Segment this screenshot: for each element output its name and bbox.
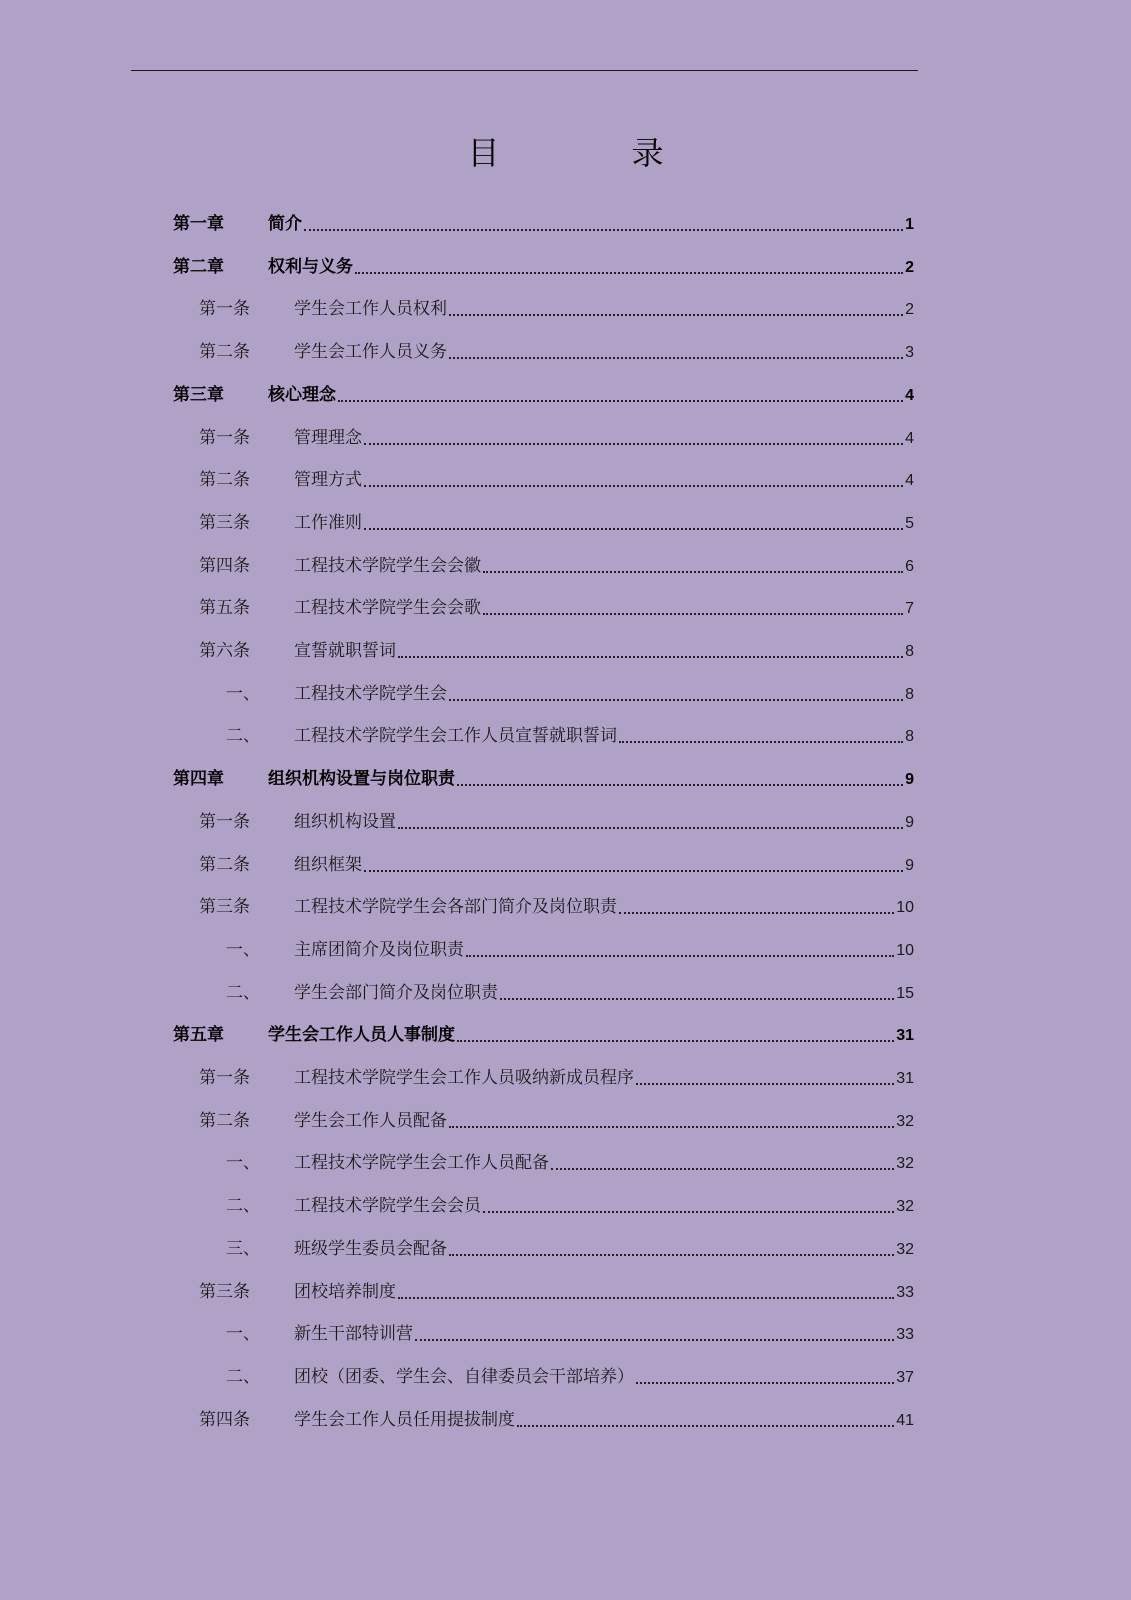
toc-entry-page: 31: [896, 1070, 914, 1087]
toc-dot-leader: [364, 485, 903, 487]
toc-entry-number: 第五条: [199, 598, 250, 619]
toc-entry-page: 32: [896, 1155, 914, 1173]
toc-entry-title: 组织机构设置与岗位职责: [268, 769, 455, 790]
toc-entry-title: 学生会工作人员人事制度: [268, 1025, 455, 1046]
toc-entry-title: 工程技术学院学生会会员: [294, 1196, 481, 1217]
toc-entry[interactable]: [199, 425, 914, 451]
toc-entry[interactable]: [199, 1407, 914, 1433]
toc-entry-title: 工程技术学院学生会会徽: [294, 555, 481, 576]
toc-entry-number: 第二条: [199, 1110, 250, 1131]
toc-entry-number: 一、: [226, 683, 260, 704]
toc-entry-title: 工程技术学院学生会工作人员配备: [294, 1153, 549, 1174]
toc-entry[interactable]: [226, 1364, 914, 1390]
toc-entry-page: 37: [896, 1368, 914, 1386]
toc-entry-page: 41: [896, 1411, 914, 1429]
toc-entry[interactable]: [226, 1236, 914, 1262]
toc-entry-number: 第三条: [199, 897, 250, 918]
toc-dot-leader: [619, 741, 903, 743]
toc-dot-leader: [551, 1168, 894, 1170]
toc-entry-number: 二、: [226, 726, 260, 747]
toc-entry-page: 2: [905, 258, 914, 276]
toc-entry-number: 二、: [226, 982, 260, 1003]
toc-entry[interactable]: [199, 595, 914, 621]
toc-entry-page: 9: [905, 771, 914, 789]
toc-entry-number: 第二条: [199, 342, 250, 363]
toc-entry-page: 8: [905, 728, 914, 746]
toc-entry-title: 班级学生委员会配备: [294, 1238, 447, 1259]
toc-entry-number: 一、: [226, 1153, 260, 1174]
toc-entry-page: 1: [905, 216, 914, 233]
toc-entry-number: 第三条: [199, 512, 250, 533]
toc-entry-page: 9: [905, 856, 914, 874]
toc-entry[interactable]: [199, 1065, 914, 1091]
toc-entry-page: 7: [905, 600, 914, 618]
toc-entry-title: 工作准则: [294, 512, 362, 533]
toc-entry-number: 第四章: [173, 769, 224, 790]
toc-entry-title: 学生会工作人员任用提拔制度: [294, 1409, 515, 1430]
toc-dot-leader: [449, 1126, 894, 1128]
page-title: 目 录: [467, 134, 714, 172]
toc-dot-leader: [636, 1382, 894, 1384]
toc-entry[interactable]: [173, 1022, 914, 1048]
toc-dot-leader: [364, 443, 903, 445]
toc-entry-title: 工程技术学院学生会工作人员宣誓就职誓词: [294, 726, 617, 747]
toc-entry[interactable]: [199, 339, 914, 365]
toc-entry[interactable]: [199, 809, 914, 835]
toc-entry-number: 三、: [226, 1238, 260, 1259]
toc-entry-number: 二、: [226, 1366, 260, 1387]
toc-entry-title: 学生会工作人员权利: [294, 299, 447, 320]
toc-dot-leader: [449, 357, 903, 359]
toc-dot-leader: [483, 613, 903, 615]
toc-entry-page: 9: [905, 813, 914, 831]
toc-dot-leader: [483, 1211, 894, 1213]
toc-entry-page: 33: [896, 1283, 914, 1301]
toc-entry-page: 31: [896, 1027, 914, 1045]
toc-entry-title: 简介: [268, 214, 302, 234]
toc-entry[interactable]: [199, 510, 914, 536]
toc-entry-number: 第四条: [199, 555, 250, 576]
toc-entry[interactable]: [199, 296, 914, 322]
toc-entry-page: 10: [896, 941, 914, 959]
toc-entry-title: 工程技术学院学生会工作人员吸纳新成员程序: [294, 1068, 634, 1088]
toc-entry[interactable]: [226, 681, 914, 707]
toc-entry-page: 3: [905, 344, 914, 362]
toc-entry-title: 权利与义务: [268, 256, 353, 277]
toc-entry-page: 4: [905, 472, 914, 490]
toc-dot-leader: [449, 314, 903, 316]
toc-entry-title: 团校培养制度: [294, 1281, 396, 1302]
toc-entry[interactable]: [199, 852, 914, 878]
toc-entry-title: 管理方式: [294, 470, 362, 491]
toc-entry-number: 第一条: [199, 299, 250, 320]
toc-dot-leader: [398, 1297, 894, 1299]
toc-entry-number: 第二条: [199, 854, 250, 875]
toc-entry-title: 新生干部特训营: [294, 1324, 413, 1345]
toc-entry-number: 第五章: [173, 1025, 224, 1046]
toc-entry-page: 5: [905, 514, 914, 532]
toc-entry-number: 第二条: [199, 470, 250, 491]
toc-entry[interactable]: [173, 382, 914, 408]
toc-entry[interactable]: [199, 467, 914, 493]
header-rule: [131, 70, 918, 71]
toc-dot-leader: [398, 656, 903, 658]
toc-dot-leader: [338, 400, 903, 402]
toc-entry-title: 组织机构设置: [294, 811, 396, 832]
toc-entry-page: 6: [905, 557, 914, 575]
toc-entry-page: 4: [905, 386, 914, 404]
toc-entry[interactable]: [226, 1321, 914, 1347]
toc-entry-number: 一、: [226, 939, 260, 960]
toc-entry-title: 组织框架: [294, 854, 362, 875]
toc-entry[interactable]: [199, 1279, 914, 1305]
toc-entry[interactable]: [226, 937, 914, 963]
toc-entry-title: 主席团简介及岗位职责: [294, 939, 464, 960]
toc-entry-title: 学生会工作人员配备: [294, 1110, 447, 1131]
toc-entry-number: 第三章: [173, 384, 224, 405]
toc-dot-leader: [500, 998, 894, 1000]
toc-entry-number: 第一条: [199, 427, 250, 448]
toc-entry[interactable]: [226, 723, 914, 749]
toc-entry[interactable]: [173, 766, 914, 792]
toc-entry[interactable]: [199, 1108, 914, 1134]
toc-entry-title: 工程技术学院学生会: [294, 683, 447, 704]
toc-entry-title: 核心理念: [268, 384, 336, 405]
toc-entry[interactable]: [173, 254, 914, 280]
toc-dot-leader: [619, 912, 894, 914]
toc-entry[interactable]: [199, 894, 914, 920]
toc-entry[interactable]: [199, 638, 914, 664]
toc-entry-title: 管理理念: [294, 427, 362, 448]
toc-entry[interactable]: [173, 211, 914, 237]
toc-entry-page: 32: [896, 1240, 914, 1258]
toc-dot-leader: [364, 870, 903, 872]
toc-dot-leader: [457, 784, 903, 786]
toc-dot-leader: [355, 272, 903, 274]
toc-dot-leader: [449, 1254, 894, 1256]
toc-entry-title: 学生会部门简介及岗位职责: [294, 982, 498, 1003]
toc-dot-leader: [415, 1339, 894, 1341]
toc-entry-number: 第二章: [173, 256, 224, 277]
toc-dot-leader: [466, 955, 894, 957]
toc-entry-title: 团校（团委、学生会、自律委员会干部培养）: [294, 1366, 634, 1387]
toc-entry-title: 工程技术学院学生会会歌: [294, 598, 481, 619]
toc-entry[interactable]: [199, 553, 914, 579]
toc-dot-leader: [398, 827, 903, 829]
toc-entry-number: 一、: [226, 1324, 260, 1345]
toc-entry-title: 宣誓就职誓词: [294, 641, 396, 661]
toc-dot-leader: [364, 528, 903, 530]
toc-entry-page: 8: [905, 643, 914, 660]
toc-dot-leader: [483, 571, 903, 573]
toc-entry-page: 2: [905, 301, 914, 319]
toc-dot-leader: [304, 229, 903, 231]
toc-entry-number: 第三条: [199, 1281, 250, 1302]
toc-entry-page: 32: [896, 1198, 914, 1216]
toc-entry-number: 第一章: [173, 214, 224, 234]
toc-entry-number: 第四条: [199, 1409, 250, 1430]
toc-entry-page: 32: [896, 1112, 914, 1130]
toc-entry-page: 8: [905, 685, 914, 703]
toc-entry-page: 33: [896, 1326, 914, 1344]
toc-entry-page: 15: [896, 984, 914, 1002]
toc-entry-number: 第一条: [199, 1068, 250, 1088]
toc-entry[interactable]: [226, 980, 914, 1006]
toc-dot-leader: [457, 1040, 894, 1042]
toc-entry-number: 第一条: [199, 811, 250, 832]
toc-entry-title: 工程技术学院学生会各部门简介及岗位职责: [294, 897, 617, 918]
toc-dot-leader: [449, 699, 903, 701]
toc-entry-title: 学生会工作人员义务: [294, 342, 447, 363]
toc-entry-page: 10: [896, 899, 914, 917]
toc-entry-page: 4: [905, 429, 914, 447]
toc-entry-number: 二、: [226, 1196, 260, 1217]
toc-entry[interactable]: [226, 1150, 914, 1176]
toc-dot-leader: [636, 1083, 894, 1085]
toc-entry-number: 第六条: [199, 641, 250, 661]
toc-entry[interactable]: [226, 1193, 914, 1219]
toc-dot-leader: [517, 1425, 894, 1427]
